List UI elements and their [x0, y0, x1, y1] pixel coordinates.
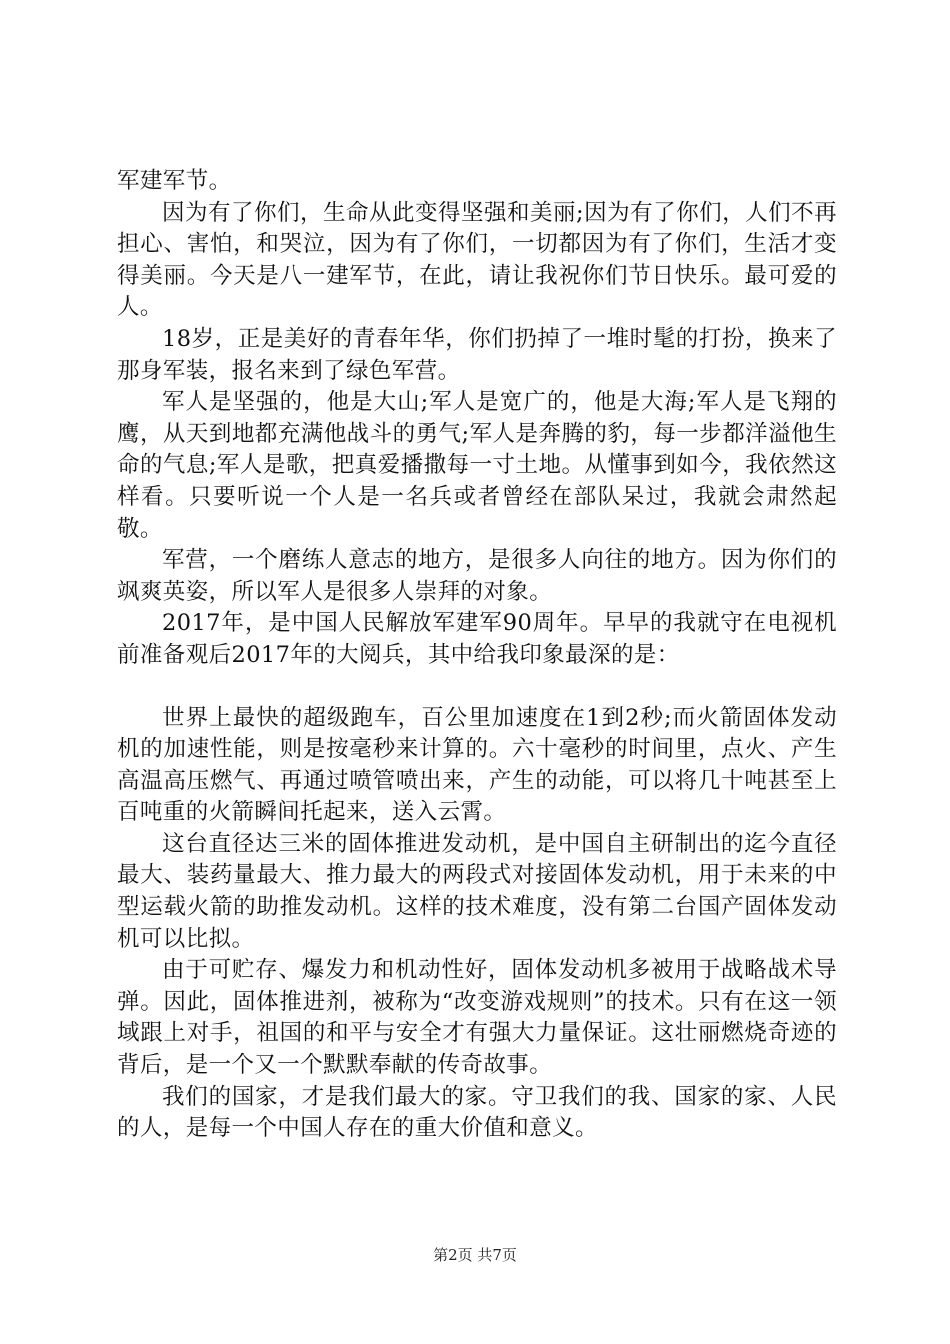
paragraph: 我们的国家，才是我们最大的家。守卫我们的我、国家的家、人民的人，是每一个中国人存在的重大价值和意义。 [117, 1083, 837, 1142]
paragraph: 世界上最快的超级跑车，百公里加速度在1到2秒;而火箭固体发动机的加速性能，则是按毫秒来计算的。六十毫秒的时间里，点火、产生高温高压燃气、再通过喷管喷出来，产生的动能，可以将几十吨甚至上百吨重的火箭瞬间托起来，送入云霄。 [117, 704, 837, 826]
paragraph: 由于可贮存、爆发力和机动性好，固体发动机多被用于战略战术导弹。因此，固体推进剂，被称为“改变游戏规则”的技术。只有在这一领域跟上对手，祖国的和平与安全才有强大力量保证。这壮丽燃烧奇迹的背后，是一个又一个默默奉献的传奇故事。 [117, 957, 837, 1079]
paragraph: 军营，一个磨练人意志的地方，是很多人向往的地方。因为你们的飒爽英姿，所以军人是很多人崇拜的对象。 [117, 547, 837, 605]
paragraph: 2017年，是中国人民解放军建军90周年。早早的我就守在电视机前准备观后2017年的大阅兵，其中给我印象最深的是： [117, 610, 837, 668]
paragraph-continuation: 军建军节。 [117, 168, 232, 194]
document-body [117, 166, 837, 1145]
paragraph: 因为有了你们，生命从此变得坚强和美丽;因为有了你们，人们不再担心、害怕，和哭泣，因为有了你们，一切都因为有了你们，生活才变得美丽。今天是八一建军节，在此，请让我祝你们节日快乐。最可爱的人。 [117, 199, 837, 321]
page-number-footer: 第2页 共7页 [433, 1246, 517, 1264]
paragraph: 18岁，正是美好的青春年华，你们扔掉了一堆时髦的打扮，换来了那身军装，报名来到了绿色军营。 [117, 325, 837, 384]
paragraph: 军人是坚强的，他是大山;军人是宽广的，他是大海;军人是飞翔的鹰，从天到地都充满他战斗的勇气;军人是奔腾的豹，每一步都洋溢他生命的气息;军人是歌，把真爱播撒每一寸土地。从懂事到如今，我依然这样看。只要听说一个人是一名兵或者曾经在部队呆过，我就会肃然起敬。 [117, 389, 837, 542]
paragraph: 这台直径达三米的固体推进发动机，是中国自主研制出的迄今直径最大、装药量最大、推力最大的两段式对接固体发动机，用于未来的中型运载火箭的助推发动机。这样的技术难度，没有第二台国产固体发动机可以比拟。 [117, 830, 837, 952]
